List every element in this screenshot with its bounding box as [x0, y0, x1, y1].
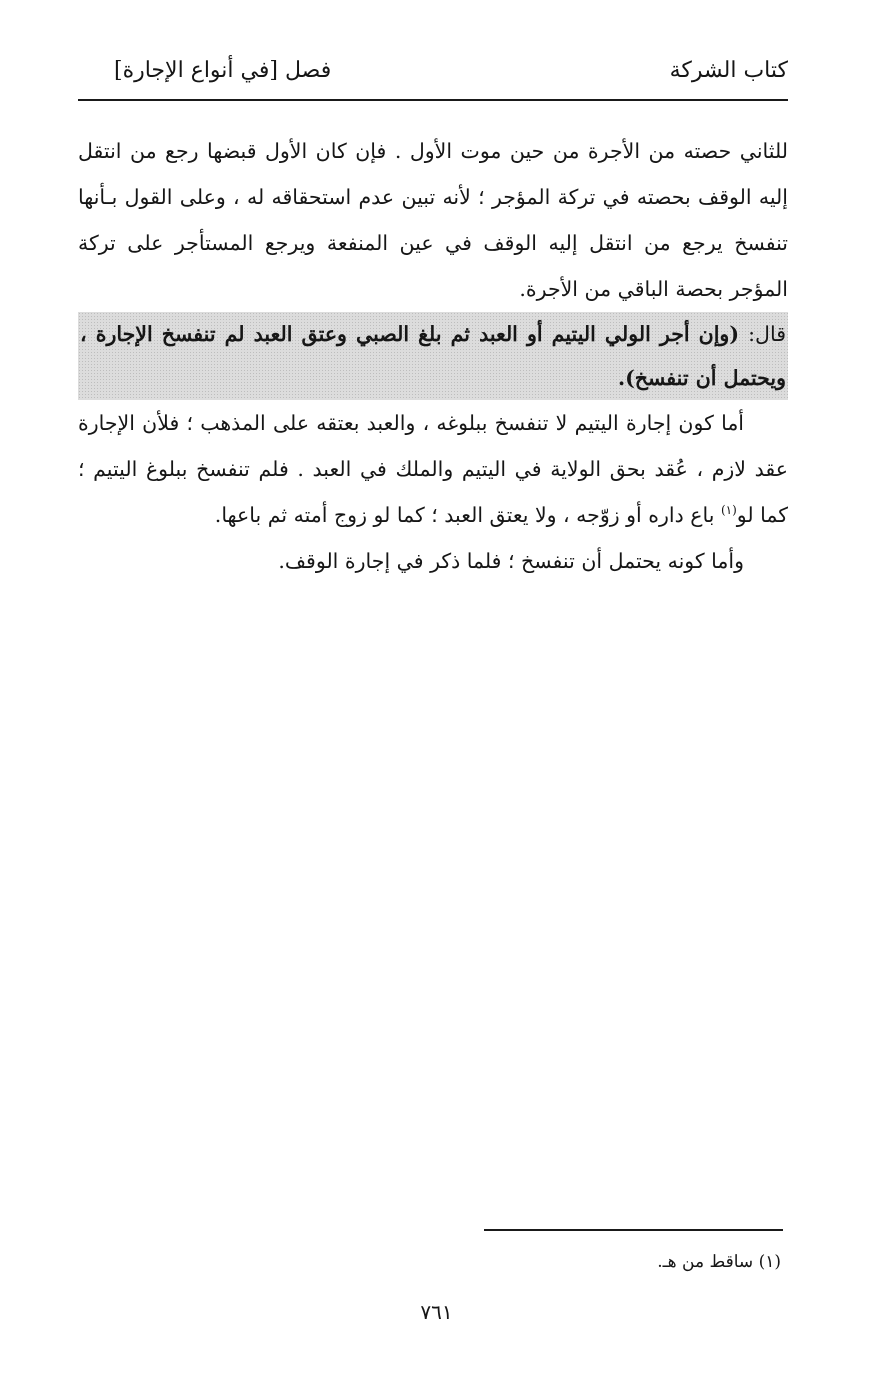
paragraph-2-text: أما كون إجارة اليتيم لا تنفسخ ببلوغه ، والعبد بعتقه على المذهب ؛ فلأن الإجارة عقد لازم ، عُقد بحق الولاية في اليتيم والملك في العبد . فلم تنفسخ ببلوغ اليتيم ؛ كما لو [78, 411, 788, 527]
page-number: ٧٦١ [420, 1300, 453, 1324]
main-text [78, 128, 788, 584]
footnote: (١) ساقط من هـ. [657, 1252, 781, 1272]
paragraph-2 [78, 400, 788, 538]
footnote-divider [484, 1229, 783, 1231]
chapter-title: فصل [في أنواع الإجارة] [114, 58, 332, 83]
paragraph-3: وأما كونه يحتمل أن تنفسخ ؛ فلما ذكر في إجارة الوقف. [278, 549, 744, 573]
footnote-reference[interactable]: (١) [720, 503, 737, 518]
running-header [78, 52, 788, 96]
quote-text: (وإن أجر الولي اليتيم أو العبد ثم بلغ الصبي وعتق العبد لم تنفسخ الإجارة ، ويحتمل أن تنفسخ). [80, 322, 786, 390]
highlighted-quote [78, 312, 788, 400]
quote-lead: قال: [748, 322, 786, 346]
paragraph-2-continuation: باع داره أو زوّجه ، ولا يعتق العبد ؛ كما لو زوج أمته ثم باعها. [214, 503, 721, 527]
paragraph-1: للثاني حصته من الأجرة من حين موت الأول . فإن كان الأول قبضها رجع من انتقل إليه الوقف بحصته في تركة المؤجر ؛ لأنه تبين عدم استحقاقه له ، وعلى القول بـأنها تنفسخ يرجع من انتقل إليه الوقف في عين المنفعة ويرجع المستأجر على تركة المؤجر بحصة الباقي من الأجرة. [78, 139, 788, 301]
book-title: كتاب الشركة [669, 58, 788, 83]
header-divider [78, 99, 788, 101]
